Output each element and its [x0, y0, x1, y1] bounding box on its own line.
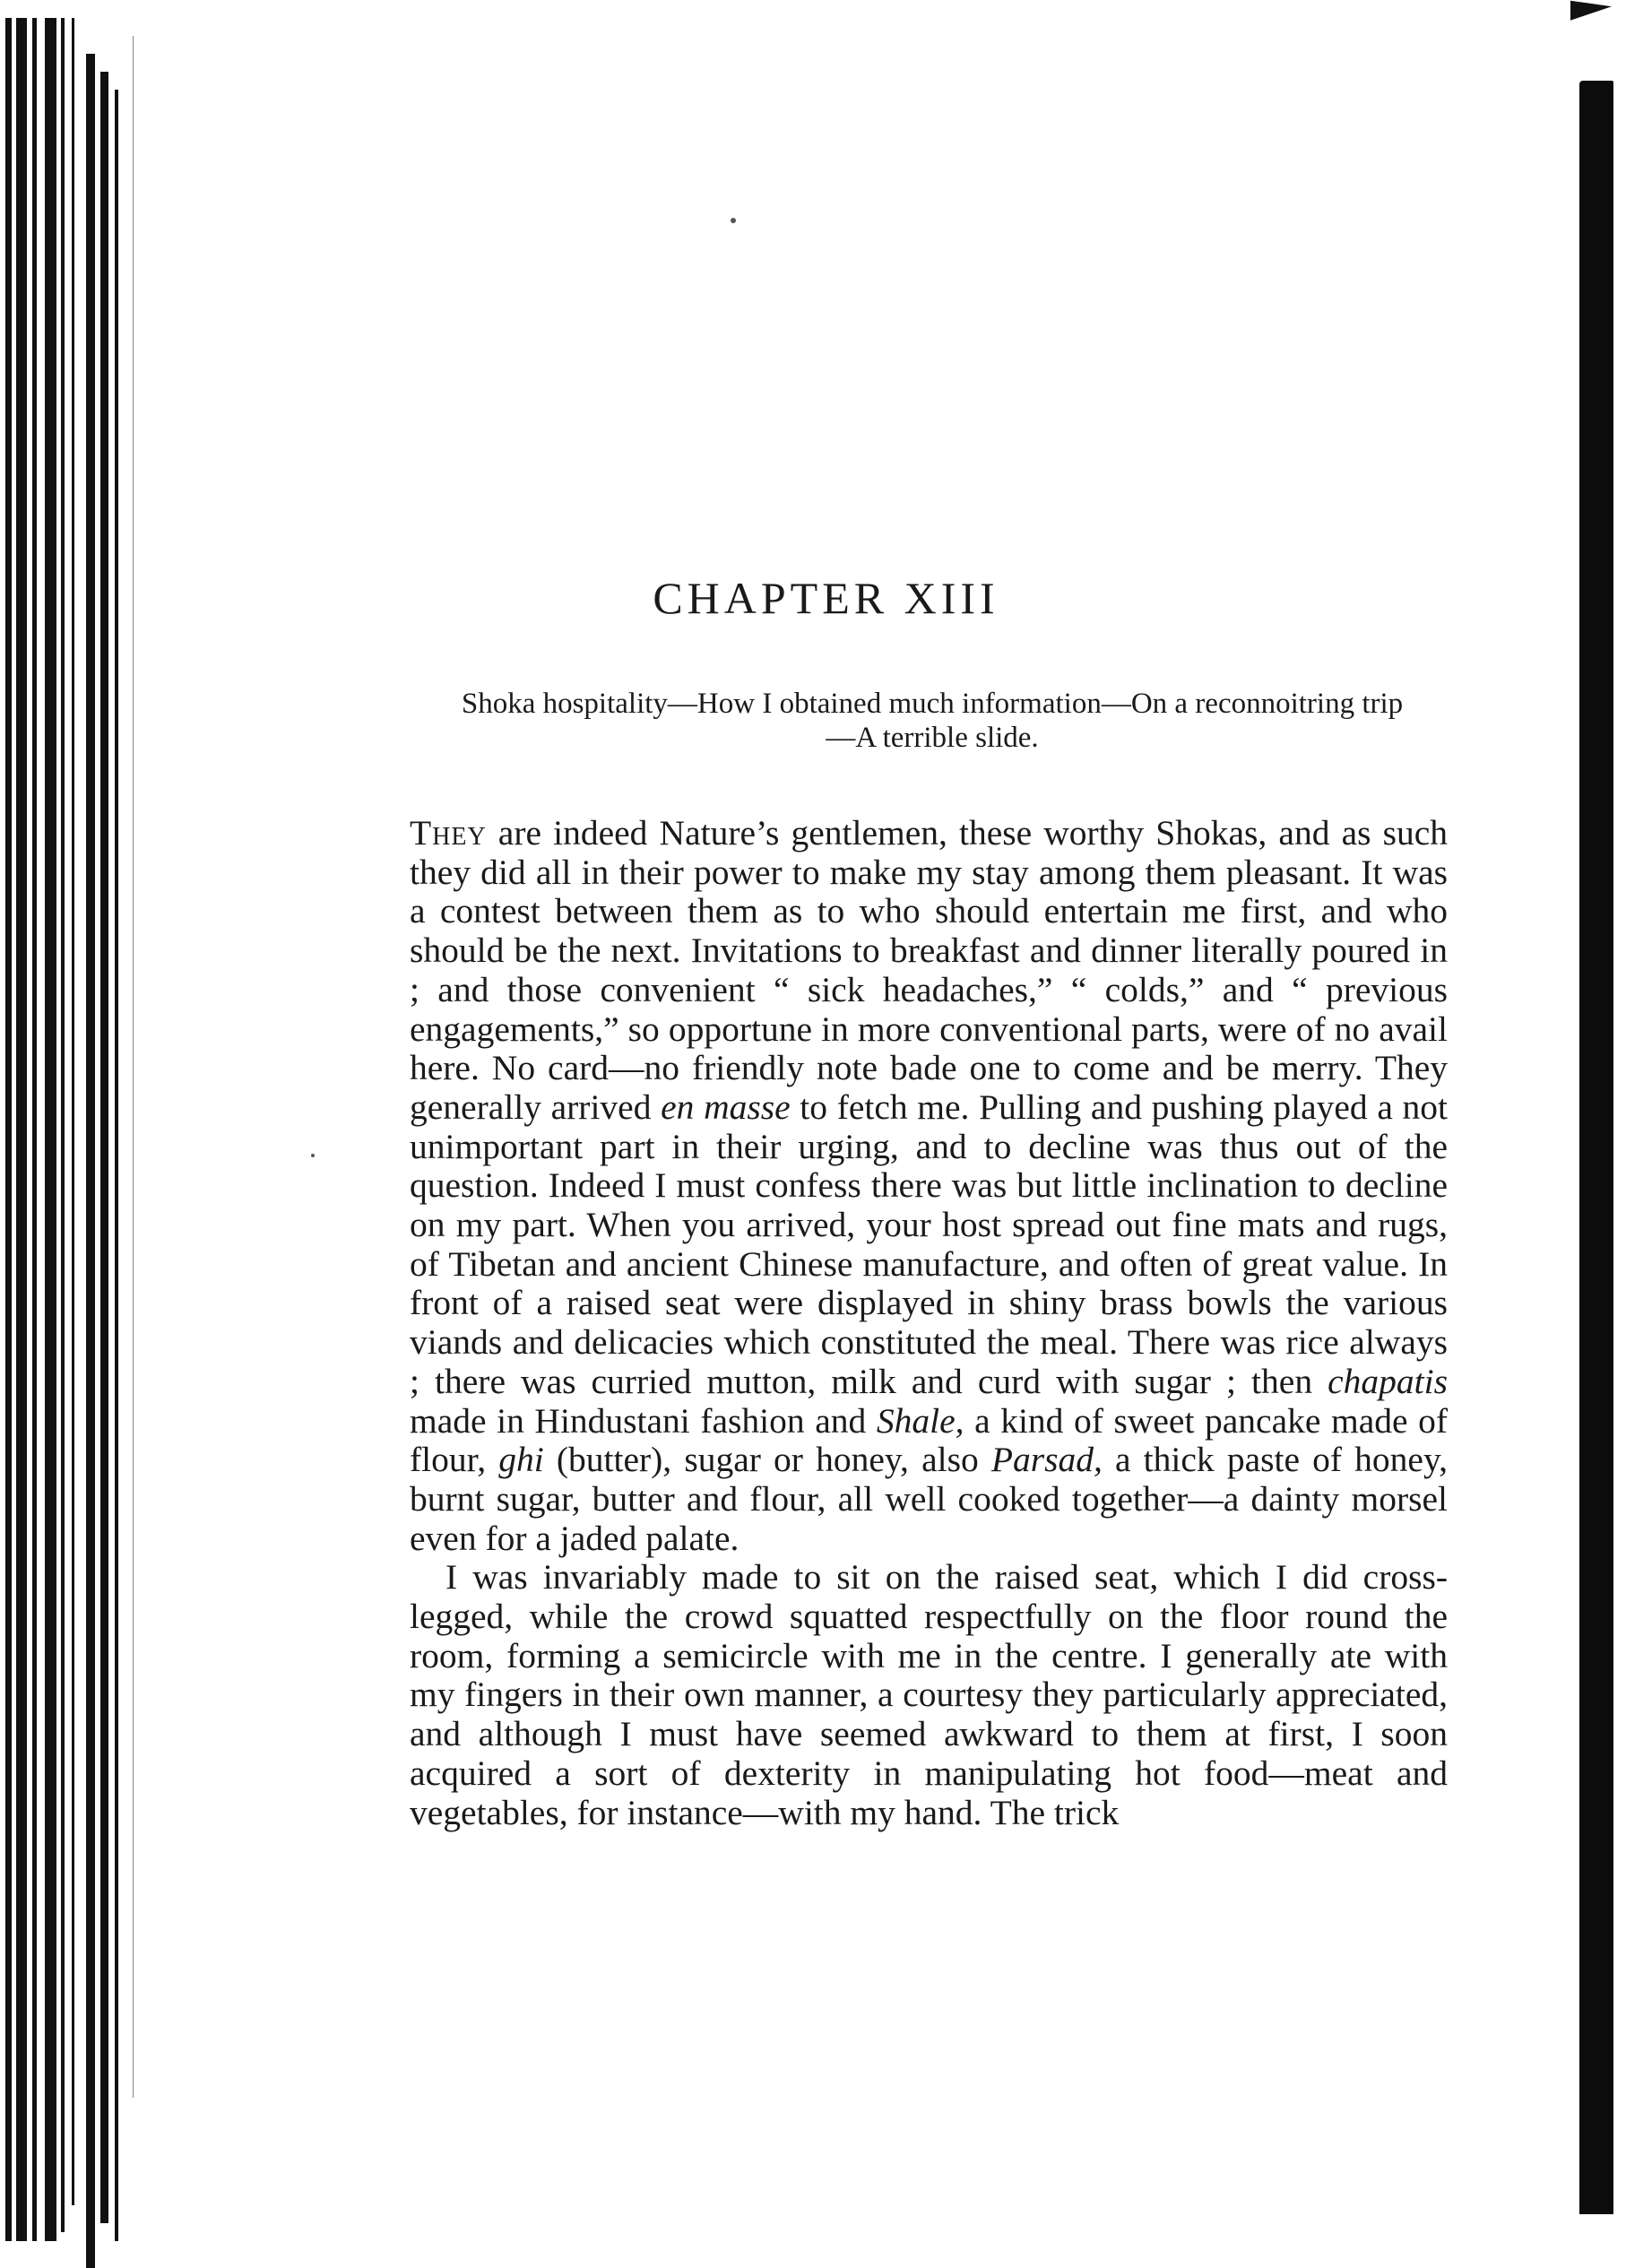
- corner-mark: [1570, 1, 1612, 26]
- chapter-title: CHAPTER XIII: [653, 573, 999, 623]
- right-binding-edge: [1578, 81, 1652, 2214]
- lead-word: They: [410, 813, 487, 853]
- paragraph-2: I was invariably made to sit on the raised seat, which I did cross-legged, while the crowd squatted respectfully on the floor round the room, forming a semicircle with me in the centre. I generally ate with my fingers in their own manner, a courtesy they particularly appreciated, and although I must have seemed awkward to them at first, I soon acquired a sort of dexterity in manipulating hot food—meat and vegetables, for instance—with my hand. The trick: [410, 1557, 1448, 1832]
- paragraph-1: They are indeed Nature’s gentlemen, these worthy Shokas, and as such they did all in their power to make my stay among them pleasant. It was a contest between them as to who should entertain me first, and who should be the next. Invitations to breakfast and dinner literally poured in ; and those convenient “ sick headaches,” “ colds,” and “ previous engagements,” so opportune in more conventional parts, were of no avail here. No card—no friendly note bade one to come and be merry. They generally arrived en masse to fetch me. Pulling and pushing played a not unimportant part in their urging, and to decline was thus out of the question. Indeed I must confess there was but little inclination to decline on my part. When you arrived, your host spread out fine mats and rugs, of Tibetan and ancient Chinese manufacture, and often of great value. In front of a raised seat were displayed in shiny brass bowls the various viands and delicacies which constituted the meal. There was rice always ; there was curried mutton, milk and curd with sugar ; then chapatis made in Hindustani fashion and Shale, a kind of sweet pancake made of flour, ghi (butter), sugar or honey, also Parsad, a thick paste of honey, burnt sugar, butter and flour, all well cooked together—a dainty morsel even for a jaded palate.: [410, 813, 1449, 1558]
- stray-mark: [311, 1154, 315, 1157]
- left-binding-edge: [0, 0, 143, 2251]
- stray-mark: [731, 218, 736, 223]
- chapter-synopsis: Shoka hospitality—How I obtained much information—On a reconnoitring trip—A terrible slide.: [461, 688, 1404, 754]
- body-text: [410, 814, 1448, 1832]
